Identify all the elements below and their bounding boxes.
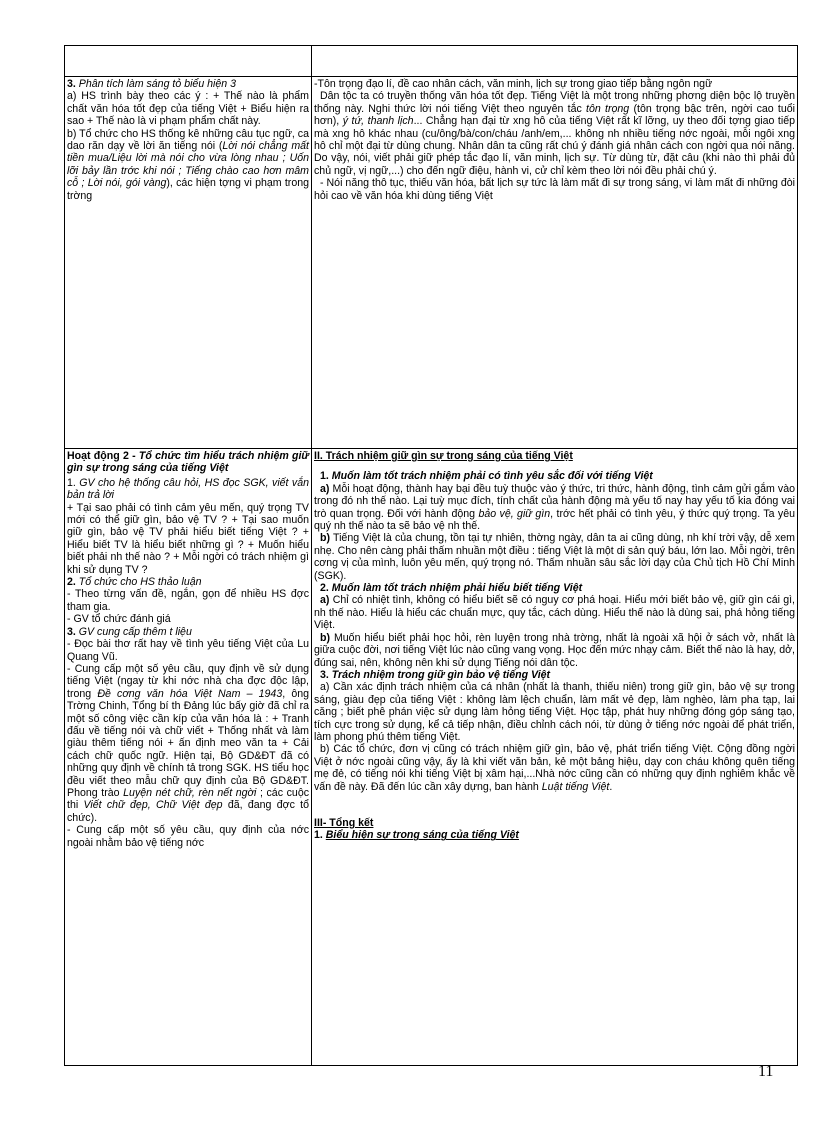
text-run: Đề cơng văn hóa Việt Nam – 1943 — [97, 687, 283, 700]
paragraph — [67, 477, 309, 502]
text-run: - Cung cấp một số yêu cầu, quy định về sử dụng tiếng Việt (ngay từ khi nớc nhà cha đợc độc lập, trong — [67, 662, 309, 700]
paragraph — [67, 78, 309, 90]
summary-item — [314, 829, 795, 841]
text-run: 1. — [320, 470, 332, 483]
paragraph — [314, 90, 795, 177]
paragraph — [67, 90, 309, 127]
paragraph — [67, 588, 309, 613]
text-run: Mỗi hoạt động, thành hay bại đều tuỳ thuộc vào ý thức, tri thức, hành động, tình cảm gửi gắm vào trong đó nh thế nào. Lại tuỳ mục đích, tính chất của hành động mà yếu tố nay hay yếu tố kia đóng vai trò quan trọng. Đối với hành động — [314, 482, 795, 520]
table-row — [65, 449, 798, 1066]
text-run: + Tại sao phải có tình cảm yêu mến, quý trọng TV mới có thể giữ gìn, bảo vệ TV ? + Tại sao muốn giữ gìn, bảo vệ TV phải hiểu biết tiếng Việt ? + Hiểu biết TV là hiểu biết những gì ? + Muốn hiểu biết phải nh thế nào ? + Mỗi ngời có trách nhiệm gì khi sử dụng TV ? — [67, 501, 309, 576]
paragraph — [67, 626, 309, 638]
paragraph — [314, 743, 795, 793]
text-run: a) — [320, 482, 330, 495]
text-run: - GV tổ chức đánh giá — [67, 613, 171, 626]
text-run: Tổ chức tìm hiểu trách nhiệm giữ gìn sự trong sáng của tiếng Việt — [67, 450, 309, 475]
text-run: Hoạt động 2 - — [67, 450, 139, 462]
text-run: Dân tộc ta có truyền thống văn hóa tốt đẹp. Tiếng Việt là một trong những phơng diện bộc lộ truyền thống này. Nghi thức lời nói tiếng Việt theo nguyên tắc — [314, 90, 795, 115]
text-run: Chỉ có nhiệt tình, không có hiểu biết sẽ có nguy cơ phá hoại. Hiểu mới biết bảo vệ, giữ gìn cái gì, nh thế nào. Hiểu là hiểu các chuẩn mực, quy tắc, cách dùng. Hiểu thế nào là dùng sai, phá hỏng tiếng Việt. — [314, 594, 795, 632]
text-run: b) Các tổ chức, đơn vị cũng có trách nhiệm giữ gìn, bảo vệ, phát triển tiếng Việt. Cộng đồng ngời Việt ở nớc ngoài cũng vậy, ấy là khi viết văn bản, kẻ một bảng hiệu, dạy con cháu không quên tiếng mẹ đẻ, có tiếng nói khi tiếng Việt bị xâm hại,...Nhà nớc cũng cần có những quy định nghiêm khắc về vấn đề này. Đã đến lúc cần xây dựng, ban hành — [314, 743, 795, 793]
text-run: 3. — [67, 78, 79, 90]
text-run: 1. — [314, 829, 326, 842]
text-run: - Nói năng thô tục, thiếu văn hóa, bất lịch sự tức là làm mất đi sự trong sáng, vi làm mất đi những đòi hỏi cao về văn hóa khi dùng tiếng Việt — [314, 177, 795, 202]
text-run: . — [609, 780, 613, 793]
text-run: Tiếng Việt là của chung, tồn tại tự nhiên, thờng ngày, dân ta ai cũng dùng, nh khí trời vậy, dễ xem nhẹ. Cho nên càng phải thấm nhuần một điều : tiếng Việt là một di sản quý báu, lớn lao. Mỗi ngời, trên cơng vị của mình, luôn yêu mến, quý trọng nó. Thấm nhuần sâu sắc lời dạy của Chủ tịch Hồ Chí Minh (SGK). — [314, 532, 795, 582]
text-run: - Cung cấp một số yêu cầu, quy định của nớc ngoài nhằm bảo vệ tiếng nớc — [67, 824, 309, 849]
paragraph — [67, 613, 309, 625]
content-cell — [312, 449, 798, 1066]
paragraph — [314, 470, 795, 482]
text-run: ý tứ, thanh lịch — [342, 115, 414, 128]
text-run: a) Cần xác định trách nhiệm của cá nhân (nhất là thanh, thiếu niên) trong giữ gìn, bảo vệ sự trong sáng, giàu đẹp của tiếng Việt : không làm lệch chuẩn, làm mất vẻ đẹp, làm nghèo, làm pha tạp, lai căng ; biết phê phán việc sử dụng làm hỏng tiếng Việt. Học tập, phát huy những đóng góp sáng tạo, tích cực trong sử dụng, kể cả tiếp nhận, điều chỉnh cách nói, từ dùng ở tiếng nớc ngoài để phát triển, làm phong phú thêm tiếng Việt. — [314, 681, 795, 743]
paragraph — [67, 824, 309, 849]
text-run: - Đọc bài thơ rất hay về tình yêu tiếng Việt của Lu Quang Vũ. — [67, 638, 309, 663]
section-heading: II. Trách nhiệm giữ gìn sự trong sáng của tiếng Việt — [314, 450, 573, 462]
paragraph — [314, 632, 795, 669]
text-run: bảo vệ, giữ gìn — [478, 507, 551, 520]
text-run: b) — [320, 631, 330, 644]
text-run: a) — [320, 594, 330, 607]
paragraph — [67, 663, 309, 824]
text-run: Phân tích làm sáng tỏ biểu hiện 3 — [78, 78, 237, 90]
text-run: ), các hiện tợng vi phạm trong trờng — [67, 177, 310, 202]
page-number: 11 — [758, 1063, 774, 1080]
paragraph — [314, 681, 795, 743]
text-run: 2. — [320, 582, 332, 595]
text-run: Muốn làm tốt trách nhiệm phải hiểu biết tiếng Việt — [331, 582, 583, 595]
text-run: Viết chữ đẹp, Chữ Việt đẹp — [83, 799, 223, 812]
paragraph — [67, 638, 309, 663]
table-cell-empty — [65, 46, 312, 77]
paragraph — [314, 78, 795, 90]
text-run: 3. — [320, 668, 332, 681]
text-run: đã, đang đợc tổ chức). — [67, 799, 309, 824]
text-run: GV cho hệ thống câu hỏi, HS đọc SGK, viết vắn bản trả lời — [67, 476, 310, 502]
text-run: , ông Trờng Chinh, Tổng bí th Đảng lúc bấy giờ đã chỉ ra một số công việc cần kíp của văn hóa là : + Tranh đấu về tiếng nói và chữ viết + Thống nhất và làm giàu thêm tiếng nói + ấn định meo văn ta + Cải cách chữ quốc ngữ. Hiện tại, Bộ GD&ĐT đã có những quy định về chính tả trong SGK. HS tiểu học đều viết theo mẫu chữ quy định của Bộ GD&ĐT. Phong trào — [67, 687, 310, 799]
activity-cell — [65, 77, 312, 449]
paragraph — [67, 576, 309, 588]
text-run: b) — [320, 532, 330, 545]
paragraph — [314, 177, 795, 202]
rich-block — [67, 477, 309, 849]
paragraph — [314, 582, 795, 594]
table-cell-empty — [312, 46, 798, 77]
text-run: a) HS trình bày theo các ý : + Thế nào là phẩm chất văn hóa tốt đẹp của tiếng Việt + Biểu hiện ra sao + Thế nào là vi phạm phẩm chất này. — [67, 90, 309, 128]
paragraph — [314, 532, 795, 582]
text-run: Lời nói chẳng mất tiền mua/Liệu lời mà nói cho vừa lòng nhau ; Uốn lỡi bảy lần trớc khi nói ; Tiếng chào cao hơn mâm cỗ ; Lời nói, gói vàng — [67, 140, 309, 190]
content-cell — [312, 77, 798, 449]
text-run: 1. — [67, 476, 80, 489]
rich-block — [67, 78, 309, 202]
text-run: Luyện nét chữ, rèn nết ngời — [123, 786, 257, 799]
text-run: Luật tiếng Việt — [541, 780, 610, 793]
paragraph — [314, 483, 795, 533]
rich-block — [314, 78, 795, 202]
text-run: 2. — [67, 576, 79, 589]
paragraph — [67, 502, 309, 576]
text-run: - Theo từng vấn đề, ngắn, gọn để nhiều HS đợc tham gia. — [67, 588, 309, 613]
text-run: -Tôn trọng đạo lí, đề cao nhân cách, văn minh, lịch sự trong giao tiếp bằng ngôn ngữ — [314, 78, 713, 90]
paragraph — [314, 669, 795, 681]
text-run: b) Tổ chức cho HS thống kê những câu tục ngữ, ca dao răn dạy về lời ăn tiếng nói ( — [67, 127, 309, 153]
table-row — [65, 77, 798, 449]
text-run: Trách nhiệm trong giữ gìn bảo vệ tiếng Việt — [331, 668, 551, 681]
text-run: ... Chẳng hạn đại từ xng hô của tiếng Việt rất kĩ lỡng, uy theo đối tợng giao tiếp mà xng hô khác nhau (cu/ông/bà/con/cháu /anh/em,... không nh nhiều tiếng nớc ngoài, mỗi ngôi xng hô chỉ một đại từ dùng chung. Nhân dân ta cũng rất chú ý đánh giá nhân cách con ngời qua nói năng. Do vậy, nói, viết phải giữ phép tắc đạo lí, văn minh, lịch sự. Từ dùng từ, đặt câu (khi nào thì phải đủ chủ ngữ, vị ngữ,...) cho đến ngữ điệu, hành vi, cử chỉ kèm theo lời nói đều phải chú ý. — [314, 115, 795, 177]
text-run: tôn trọng — [586, 102, 630, 115]
rich-block — [314, 470, 795, 793]
text-run: Biểu hiện sự trong sáng của tiếng Việt — [325, 829, 519, 842]
paragraph — [314, 594, 795, 631]
activity-heading — [67, 450, 309, 475]
paragraph — [67, 128, 309, 202]
table-row — [65, 46, 798, 77]
text-run: (tôn trọng bậc trên, ngời cao tuổi hơn), — [314, 102, 796, 128]
text-run: , trớc hết phải có tình yêu, ý thức quý trọng. Ta yêu quý nh thế nào ta sẽ bảo vệ nh thế. — [314, 507, 796, 533]
lesson-table — [64, 45, 798, 1066]
text-run: 3. — [67, 625, 79, 638]
text-run: ; các cuộc thi — [67, 786, 310, 812]
text-run: Tổ chức cho HS thảo luận — [78, 576, 202, 589]
text-run: Muốn hiểu biết phải học hỏi, rèn luyện trong nhà trờng, nhất là ngoài xã hội ở sách vở, nhất là giữa cuộc đời, nơi tiếng Việt lúc nào cũng vang vọng. Học đến mức nhạy cảm. Biết thế nào là hay, dở, đúng sai, nên, không nên khi sử dụng Tiếng nói dân tộc. — [314, 631, 795, 669]
text-run: Muốn làm tốt trách nhiệm phải có tình yêu sắc đối với tiếng Việt — [331, 470, 653, 483]
summary-heading: III- Tổng kết — [314, 816, 374, 829]
text-run: GV cung cấp thêm t liệu — [78, 625, 192, 638]
activity-cell — [65, 449, 312, 1066]
